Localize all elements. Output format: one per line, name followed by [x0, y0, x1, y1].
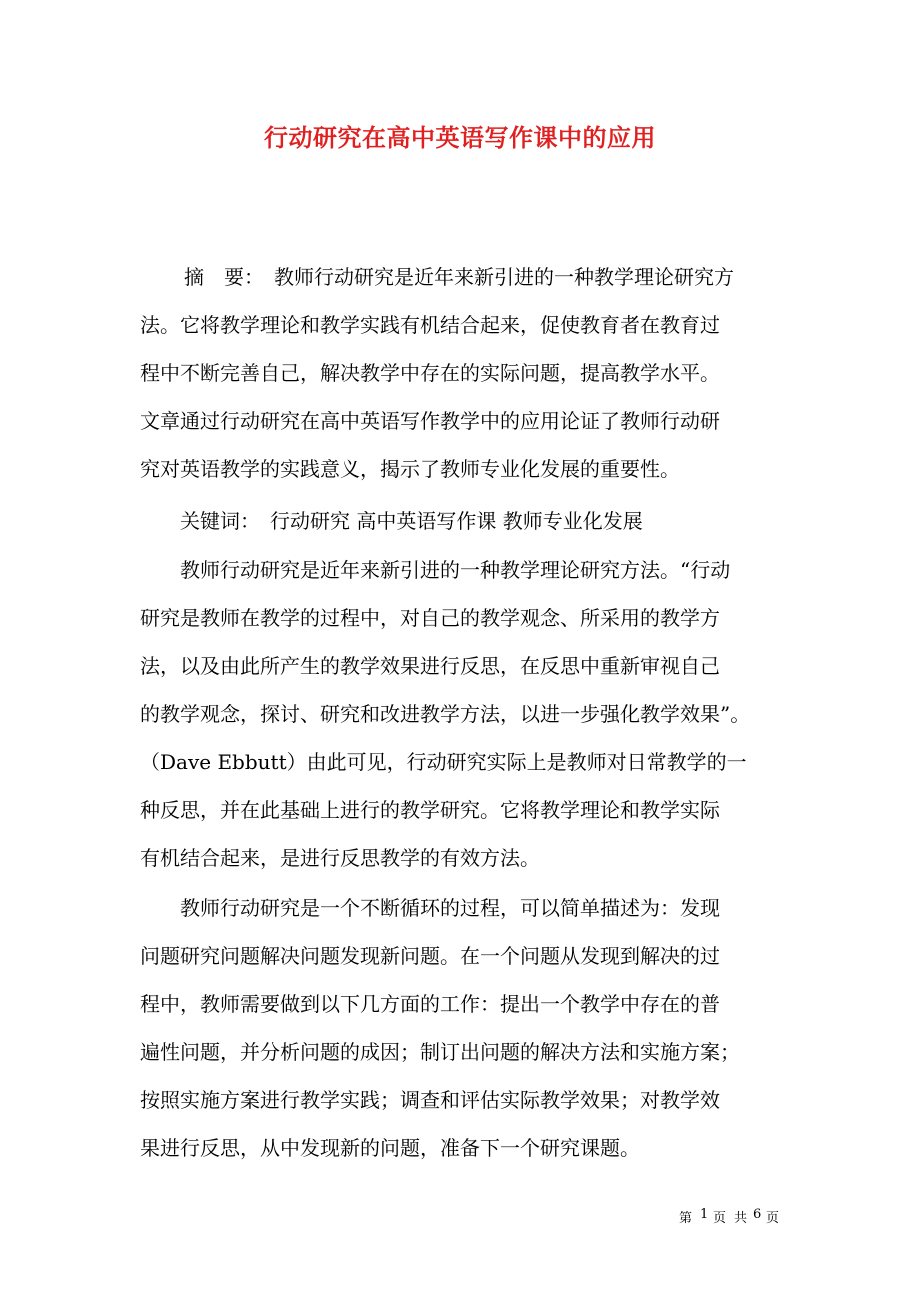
footer-total-pages: 6 [753, 1207, 762, 1222]
footer-current-page: 1 [700, 1207, 709, 1222]
paragraph-2-line-3: 程中，教师需要做到以下几方面的工作：提出一个教学中存在的普 [140, 992, 720, 1016]
paragraph-1-line-6: 种反思，并在此基础上进行的教学研究。它将教学理论和教学实际 [140, 798, 720, 822]
abstract-line-4: 文章通过行动研究在高中英语写作教学中的应用论证了教师行动研 [140, 409, 720, 433]
footer-total-prefix: 共 [734, 1211, 748, 1226]
page-title: 行动研究在高中英语写作课中的应用 [264, 123, 656, 152]
abstract-line-3: 程中不断完善自己，解决教学中存在的实际问题，提高教学水平。 [140, 361, 720, 385]
abstract-line-1: 摘 要： 教师行动研究是近年来新引进的一种教学理论研究方 [184, 265, 734, 289]
abstract-line-5: 究对英语教学的实践意义，揭示了教师专业化发展的重要性。 [140, 457, 680, 481]
paragraph-1-line-4: 的教学观念，探讨、研究和改进教学方法，以进一步强化教学效果”。 [140, 702, 751, 726]
paragraph-1-line-1: 教师行动研究是近年来新引进的一种教学理论研究方法。“行动 [180, 558, 731, 582]
paragraph-1-line-5: （Dave Ebbutt）由此可见，行动研究实际上是教师对日常教学的一 [140, 750, 747, 774]
paragraph-2-line-6: 果进行反思，从中发现新的问题，准备下一个研究课题。 [140, 1136, 640, 1160]
footer-suffix: 页 [766, 1211, 780, 1226]
paragraph-2-line-1: 教师行动研究是一个不断循环的过程，可以简单描述为：发现 [180, 896, 720, 920]
paragraph-1-line-7: 有机结合起来，是进行反思教学的有效方法。 [140, 846, 540, 870]
footer-page-word: 页 [713, 1211, 727, 1226]
keywords-line: 关键词： 行动研究 高中英语写作课 教师专业化发展 [180, 509, 643, 533]
paragraph-1-line-3: 法，以及由此所产生的教学效果进行反思，在反思中重新审视自己 [140, 654, 720, 678]
footer-prefix: 第 [679, 1211, 693, 1226]
paragraph-2-line-5: 按照实施方案进行教学实践；调查和评估实际教学效果；对教学效 [140, 1088, 720, 1112]
paragraph-1-line-2: 研究是教师在教学的过程中，对自己的教学观念、所采用的教学方 [140, 606, 720, 630]
abstract-line-2: 法。它将教学理论和教学实践有机结合起来，促使教育者在教育过 [140, 313, 720, 337]
paragraph-2-line-4: 遍性问题，并分析问题的成因；制订出问题的解决方法和实施方案； [140, 1040, 740, 1064]
paragraph-2-line-2: 问题研究问题解决问题发现新问题。在一个问题从发现到解决的过 [140, 944, 720, 968]
